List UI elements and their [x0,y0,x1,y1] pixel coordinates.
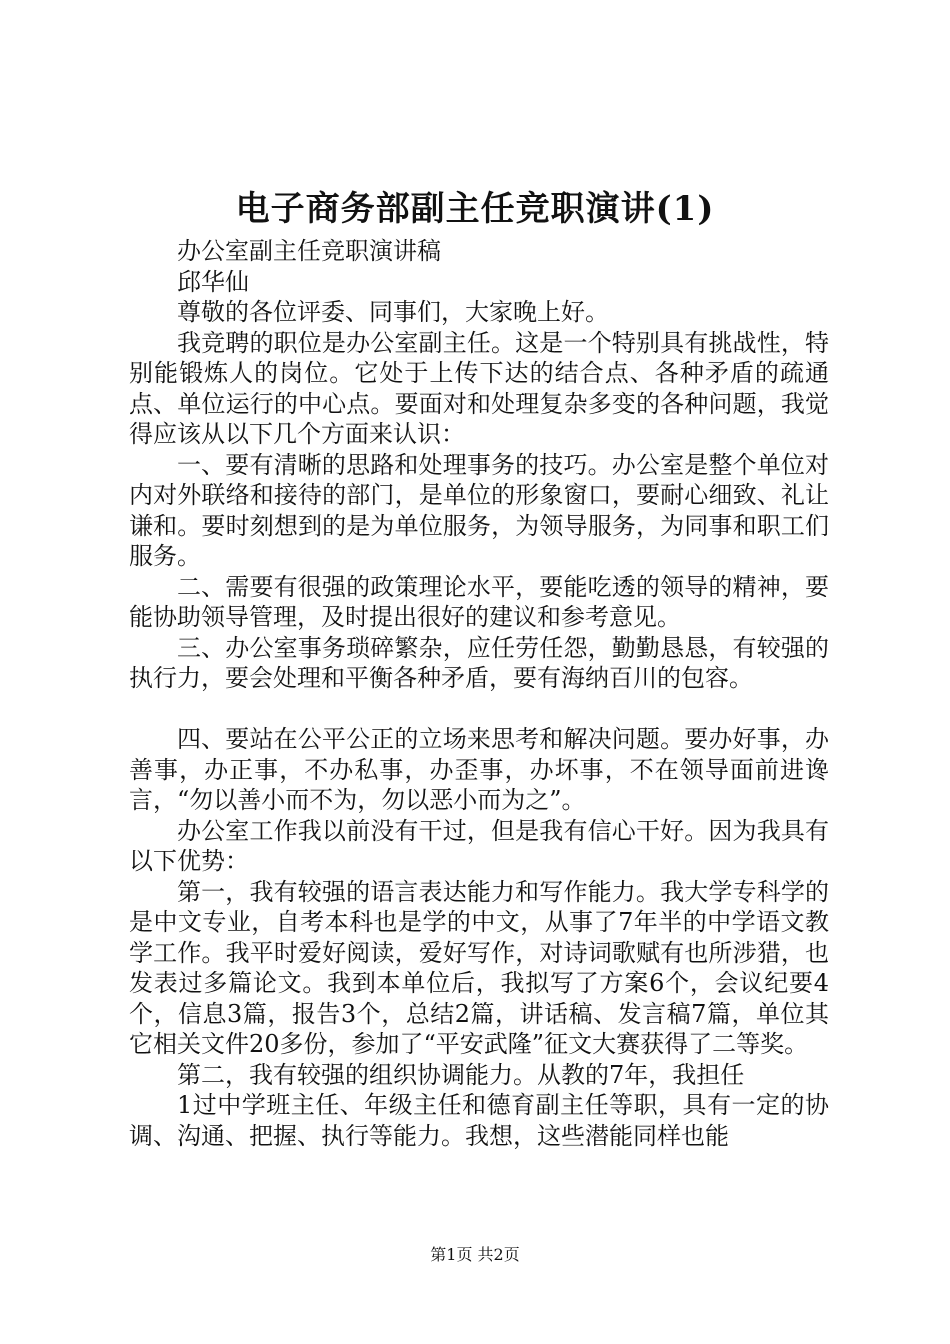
paragraph-position: 我竞聘的职位是办公室副主任。这是一个特别具有挑战性，特别能锻炼人的岗位。它处于上传下达的结合点、各种矛盾的疏通点、单位运行的中心点。要面对和处理复杂多变的各种问题，我觉得应该从以下几个方面来认识： [129,328,829,448]
paragraph-subtitle: 办公室副主任竞职演讲稿 [177,237,441,265]
paragraph-greeting: 尊敬的各位评委、同事们，大家晚上好。 [177,298,609,326]
document-title: 电子商务部副主任竞职演讲(1) [235,189,715,229]
document-body [129,236,829,1151]
paragraph-confidence: 办公室工作我以前没有干过，但是我有信心干好。因为我具有以下优势： [129,816,829,875]
paragraph-continuation: 1过中学班主任、年级主任和德育副主任等职，具有一定的协调、沟通、把握、执行等能力。我想，这些潜能同样也能 [129,1091,829,1150]
page-footer: 第1页 共2页 [430,1245,520,1264]
paragraph-point-3: 三、办公室事务琐碎繁杂，应任劳任怨，勤勤恳恳，有较强的执行力，要会处理和平衡各种矛盾，要有海纳百川的包容。 [129,633,829,692]
paragraph-advantage-1: 第一，我有较强的语言表达能力和写作能力。我大学专科学的是中文专业，自考本科也是学的中文，从事了7年半的中学语文教学工作。我平时爱好阅读，爱好写作，对诗词歌赋有也所涉猎，也发表过多篇论文。我到本单位后，我拟写了方案6个，会议纪要4个，信息3篇，报告3个，总结2篇，讲话稿、发言稿7篇，单位其它相关文件20多份，参加了“平安武隆”征文大赛获得了二等奖。 [129,877,829,1058]
blank-line [129,694,829,725]
paragraph-point-1: 一、要有清晰的思路和处理事务的技巧。办公室是整个单位对内对外联络和接待的部门，是单位的形象窗口，要耐心细致、礼让谦和。要时刻想到的是为单位服务，为领导服务，为同事和职工们服务。 [129,450,829,570]
paragraph-point-2: 二、需要有很强的政策理论水平，要能吃透的领导的精神，要能协助领导管理，及时提出很好的建议和参考意见。 [129,572,829,631]
paragraph-advantage-2: 第二，我有较强的组织协调能力。从教的7年，我担任 [177,1060,745,1089]
paragraph-point-4: 四、要站在公平公正的立场来思考和解决问题。要办好事，办善事，办正事，不办私事，办歪事，办坏事，不在领导面前进谗言，“勿以善小而不为，勿以恶小而为之”。 [129,725,829,814]
paragraph-author: 邱华仙 [177,267,249,296]
